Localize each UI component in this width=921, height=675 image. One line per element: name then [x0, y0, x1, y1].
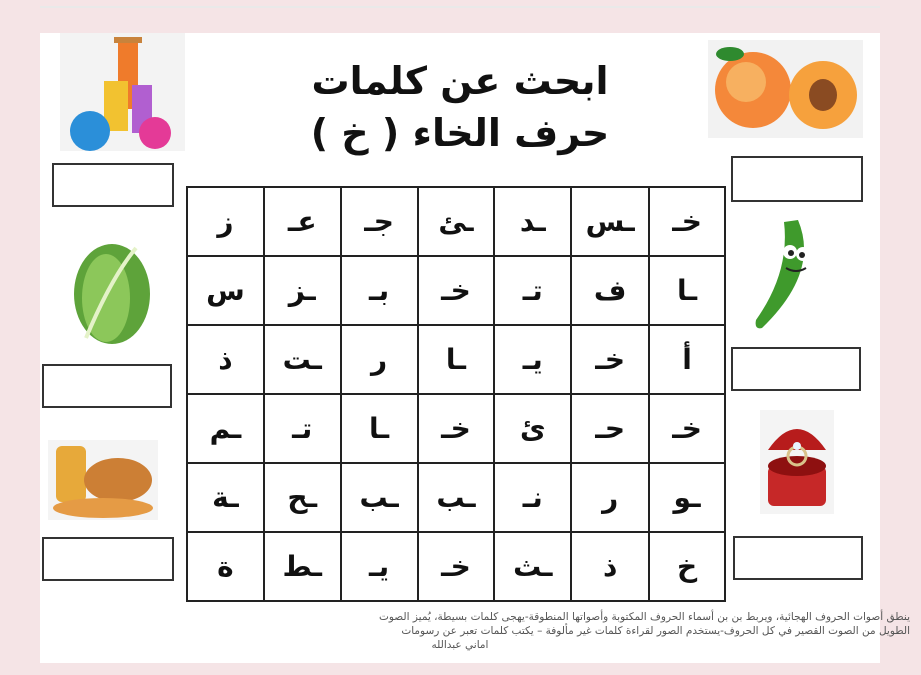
- grid-cell[interactable]: جـ: [341, 187, 418, 256]
- grid-cell[interactable]: ـا: [649, 256, 725, 325]
- answer-box-right-2[interactable]: [731, 347, 861, 391]
- grid-cell[interactable]: ـث: [494, 532, 571, 601]
- grid-cell[interactable]: ز: [187, 187, 264, 256]
- grid-cell[interactable]: نـ: [494, 463, 571, 532]
- footer-line-1: ينطق أصوات الحروف الهجائية، ويربط بن بن أسماء الحروف المكتوبة وأصواتها المنطوقة-يهجى كلمات بسيطة، يُميز الصوت: [378, 611, 910, 623]
- grid-cell[interactable]: ـت: [264, 325, 341, 394]
- grid-cell[interactable]: ـس: [571, 187, 649, 256]
- grid-row: [187, 187, 725, 256]
- grid-cell[interactable]: ـئ: [418, 187, 495, 256]
- ring-box-icon: [760, 410, 834, 514]
- grid-cell[interactable]: أ: [649, 325, 725, 394]
- grid-cell[interactable]: ـم: [187, 394, 264, 463]
- grid-cell[interactable]: ـز: [264, 256, 341, 325]
- grid-cell[interactable]: تـ: [264, 394, 341, 463]
- grid-cell[interactable]: بـ: [341, 256, 418, 325]
- grid-cell[interactable]: يـ: [494, 325, 571, 394]
- grid-cell[interactable]: ـط: [264, 532, 341, 601]
- answer-box-right-3[interactable]: [733, 536, 863, 580]
- grid-cell[interactable]: ـب: [341, 463, 418, 532]
- peach-icon: [708, 40, 863, 138]
- grid-row: [187, 463, 725, 532]
- thread-spools-icon: [60, 33, 185, 151]
- grid-cell[interactable]: ـح: [264, 463, 341, 532]
- worksheet-subtitle: حرف الخاء ( خ ): [310, 111, 610, 155]
- cucumber-icon: [750, 212, 826, 334]
- grid-cell[interactable]: حـ: [571, 394, 649, 463]
- grid-cell[interactable]: ذ: [187, 325, 264, 394]
- grid-cell[interactable]: ـب: [418, 463, 495, 532]
- grid-cell[interactable]: ذ: [571, 532, 649, 601]
- grid-cell[interactable]: ـا: [418, 325, 495, 394]
- answer-box-right-1[interactable]: [731, 156, 863, 202]
- grid-cell[interactable]: ئ: [494, 394, 571, 463]
- answer-box-left-3[interactable]: [42, 537, 174, 581]
- footer-notes: [190, 610, 910, 652]
- bread-icon: [48, 440, 158, 520]
- grid-cell[interactable]: خ: [649, 532, 725, 601]
- grid-row: [187, 256, 725, 325]
- letter-grid: [186, 186, 726, 602]
- grid-cell[interactable]: ر: [571, 463, 649, 532]
- footer-line-2: الطويل من الصوت القصير في كل الحروف-يستخدم الصور لقراءة كلمات غير مألوفة – يكتب كلمات تعبر عن رسومات: [401, 625, 910, 637]
- grid-cell[interactable]: س: [187, 256, 264, 325]
- answer-box-left-1[interactable]: [52, 163, 174, 207]
- grid-cell[interactable]: تـ: [494, 256, 571, 325]
- grid-cell[interactable]: ف: [571, 256, 649, 325]
- worksheet-title: ابحث عن كلمات: [311, 59, 609, 103]
- grid-row: [187, 532, 725, 601]
- grid-cell[interactable]: خـ: [571, 325, 649, 394]
- top-divider: [40, 6, 880, 8]
- answer-box-left-2[interactable]: [42, 364, 172, 408]
- grid-cell[interactable]: ـة: [187, 463, 264, 532]
- grid-cell[interactable]: يـ: [341, 532, 418, 601]
- grid-cell[interactable]: ـا: [341, 394, 418, 463]
- grid-cell[interactable]: خـ: [418, 532, 495, 601]
- author-signature: اماني عبدالله: [431, 639, 489, 651]
- grid-cell[interactable]: خـ: [418, 256, 495, 325]
- grid-cell[interactable]: ـد: [494, 187, 571, 256]
- grid-cell[interactable]: خـ: [418, 394, 495, 463]
- grid-cell[interactable]: ة: [187, 532, 264, 601]
- grid-cell[interactable]: ر: [341, 325, 418, 394]
- lettuce-icon: [66, 238, 156, 348]
- grid-cell[interactable]: خـ: [649, 394, 725, 463]
- grid-cell[interactable]: خـ: [649, 187, 725, 256]
- grid-row: [187, 394, 725, 463]
- grid-row: [187, 325, 725, 394]
- grid-cell[interactable]: ـو: [649, 463, 725, 532]
- grid-cell[interactable]: عـ: [264, 187, 341, 256]
